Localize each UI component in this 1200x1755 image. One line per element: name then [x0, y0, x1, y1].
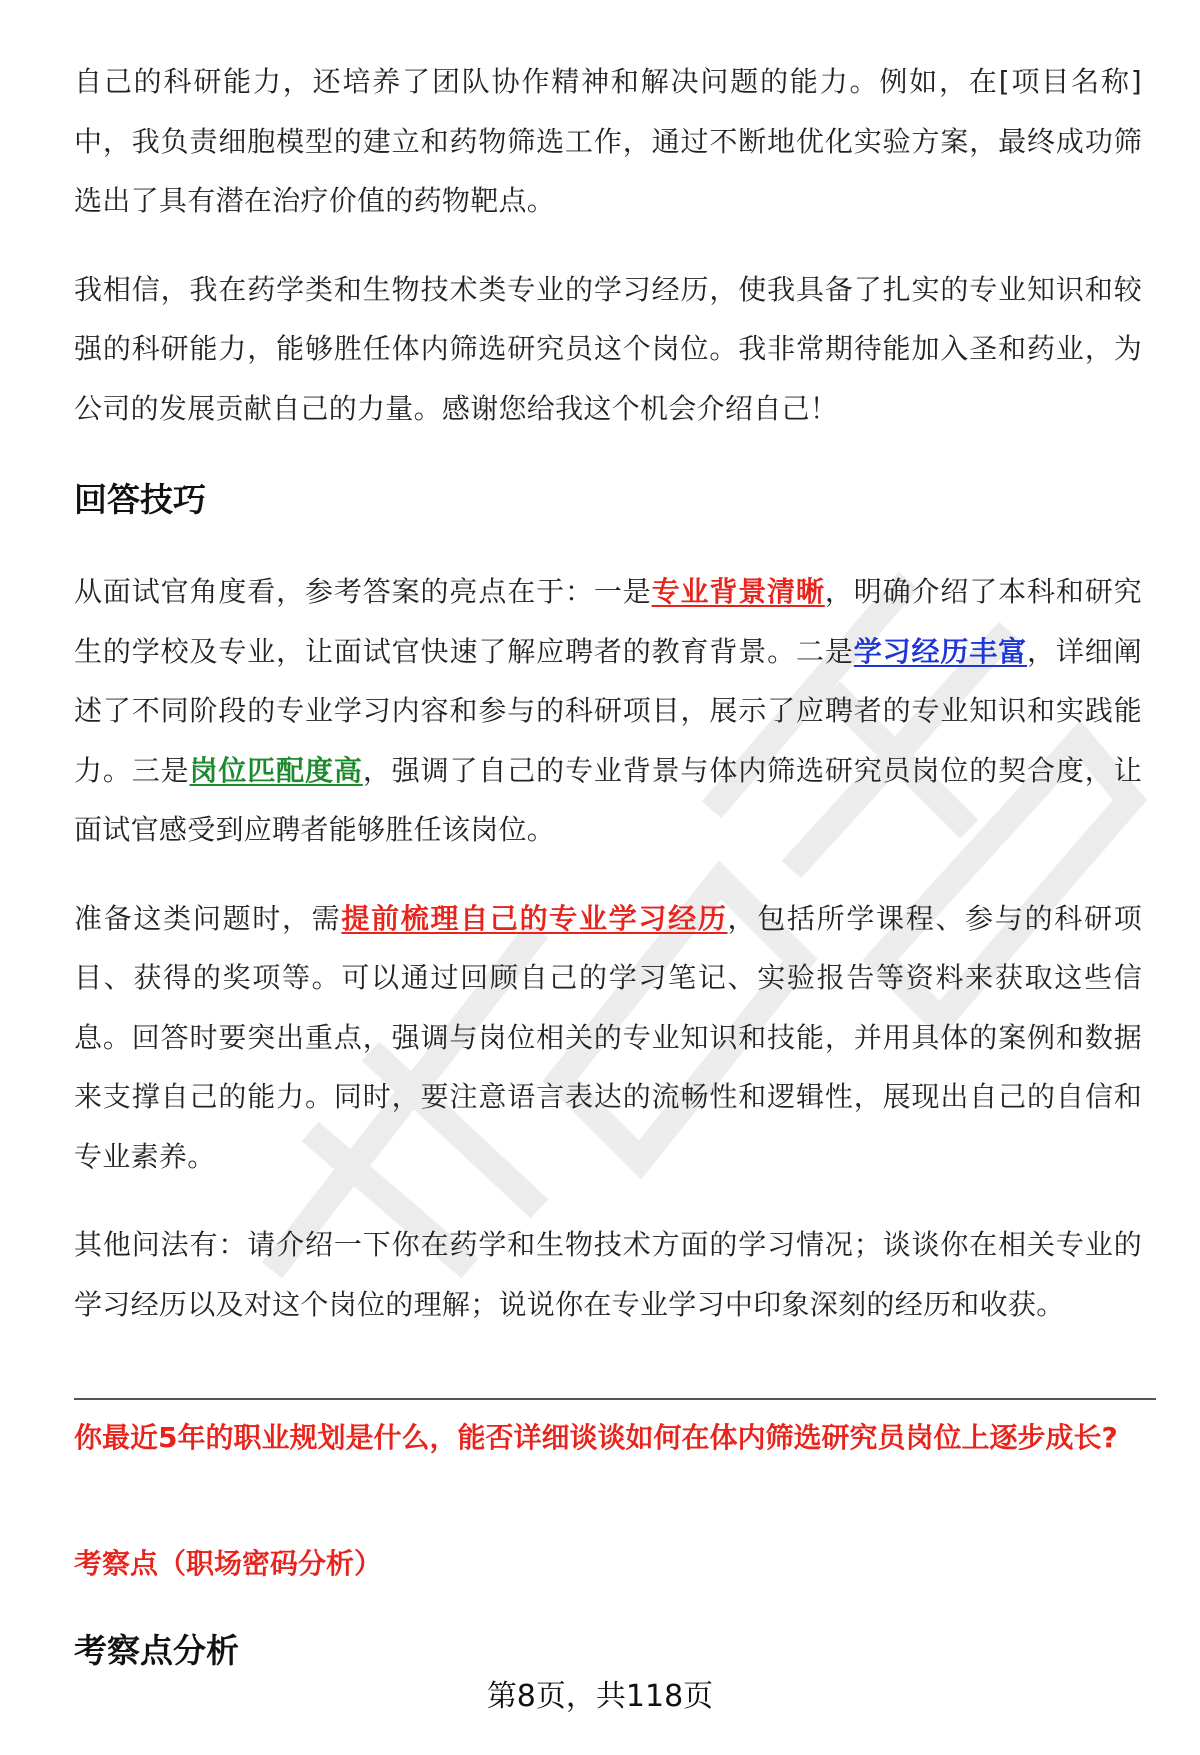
next-question: 你最近5年的职业规划是什么，能否详细谈谈如何在体内筛选研究员岗位上逐步成长? [74, 1421, 1118, 1454]
highlight-job-match: 岗位匹配度高 [189, 753, 363, 787]
body-paragraph-1: 自己的科研能力，还培养了团队协作精神和解决问题的能力。例如，在[项目名称]中，我负责细胞模型的建立和药物筛选工作，通过不断地优化实验方案，最终成功筛选出了具有潜在治疗价值的药物靶点。 [74, 65, 1142, 217]
section-divider [74, 1398, 1156, 1400]
tips-paragraph-2 [74, 889, 1142, 1187]
section-heading-tips: 回答技巧 [74, 480, 206, 519]
tips-text: ，包括所学课程、参与的科研项目、获得的奖项等。可以通过回顾自己的学习笔记、实验报告等资料来获取这些信息。回答时要突出重点，强调与岗位相关的专业知识和技能，并用具体的案例和数据来支撑自己的能力。同时，要注意语言表达的流畅性和逻辑性，展现出自己的自信和专业素养。 [74, 901, 1143, 1173]
document-body [74, 52, 1142, 1334]
tips-text: ，明确介绍了本科和研究生的学校及专业，让面试官快速了解应聘者的教育背景。二是 [74, 575, 1142, 668]
tips-text: 从面试官角度看，参考答案的亮点在于：一是 [74, 575, 652, 608]
tips-text: 准备这类问题时，需 [74, 901, 342, 935]
highlight-learning-experience: 学习经历丰富 [853, 634, 1028, 668]
highlight-professional-background: 专业背景清晰 [651, 575, 825, 608]
highlight-review-experience: 提前梳理自己的专业学习经历 [341, 901, 728, 935]
tips-text: ，强调了自己的专业背景与体内筛选研究员岗位的契合度，让面试官感受到应聘者能够胜任该岗位。 [74, 753, 1142, 846]
tips-paragraph-1 [74, 562, 1142, 860]
exam-point-label: 考察点（职场密码分析） [74, 1547, 383, 1580]
body-paragraph-2: 我相信，我在药学类和生物技术类专业的学习经历，使我具备了扎实的专业知识和较强的科研能力，能够胜任体内筛选研究员这个岗位。我非常期待能加入圣和药业，为公司的发展贡献自己的力量。感谢您给我这个机会介绍自己！ [74, 272, 1142, 425]
tips-paragraph-3: 其他问法有：请介绍一下你在药学和生物技术方面的学习情况；谈谈你在相关专业的学习经历以及对这个岗位的理解；说说你在专业学习中印象深刻的经历和收获。 [74, 1228, 1142, 1321]
page-number: 第8页，共118页 [486, 1679, 714, 1714]
analysis-heading: 考察点分析 [74, 1631, 239, 1670]
tips-text: ，详细阐述了不同阶段的专业学习内容和参与的科研项目，展示了应聘者的专业知识和实践能力。三是 [74, 634, 1142, 787]
